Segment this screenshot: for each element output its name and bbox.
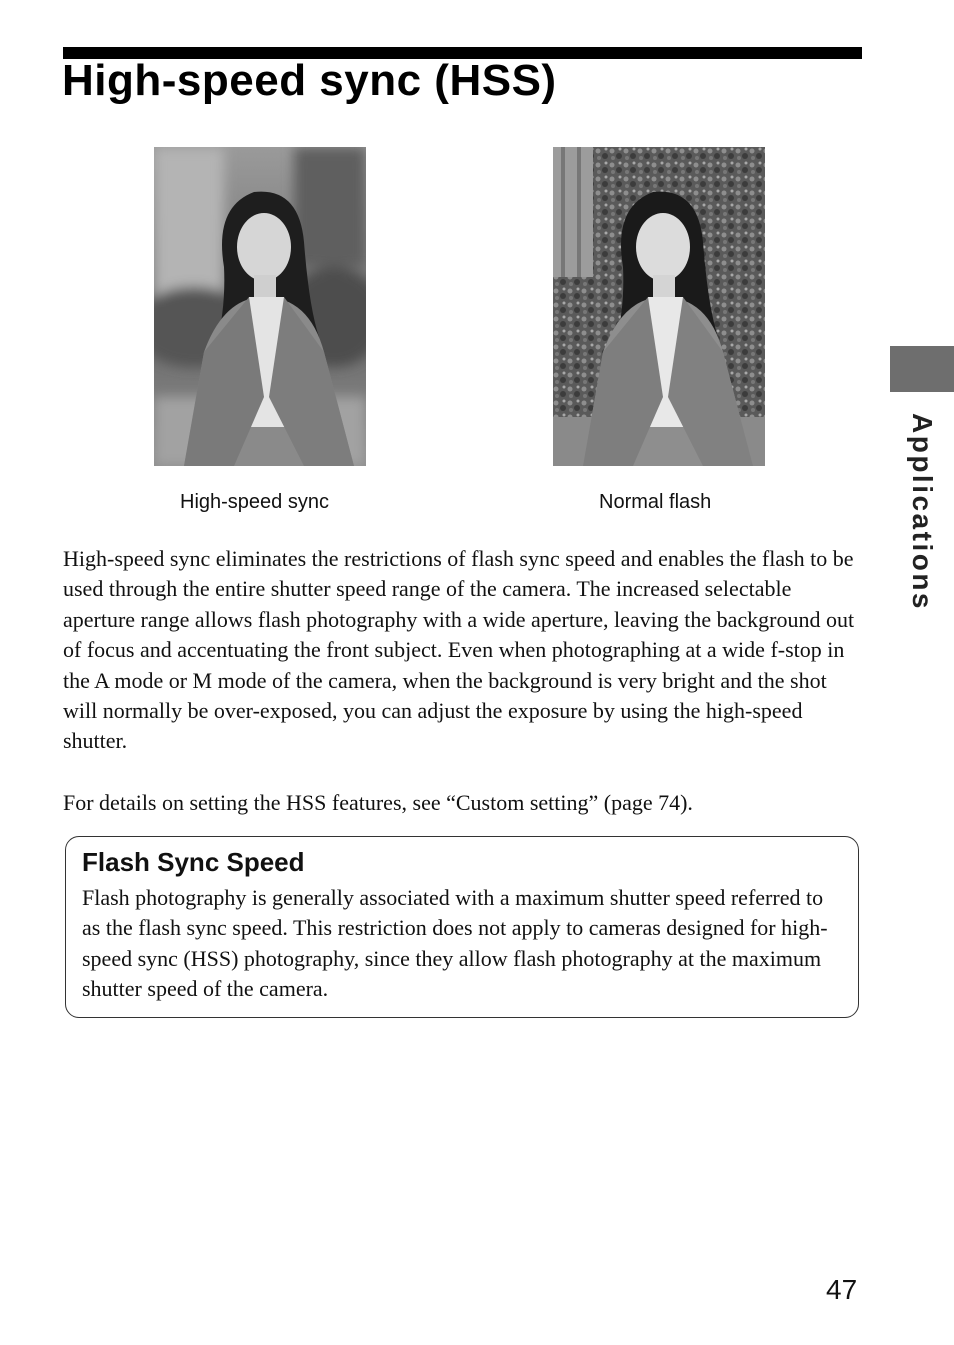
body-paragraph: High-speed sync eliminates the restrictions of flash sync speed and enables the flash to be used through the entire shutter speed range of the camera. The increased selectable aperture range allows flash photography with a wide aperture, leaving the background out of focus and accentuating the front subject. Even when photographing at a wide f-stop in the A mode or M mode of the camera, when the background is very bright and the shot will normally be over-exposed, you can adjust the exposure by using the high-speed shutter. <box>63 546 855 754</box>
page-number: 47 <box>826 1274 858 1305</box>
photo-high-speed-sync <box>154 147 366 466</box>
note-box <box>65 836 859 1018</box>
section-tab-marker <box>890 346 954 392</box>
note-title: Flash Sync Speed <box>82 847 305 877</box>
body-paragraph: For details on setting the HSS features, see “Custom setting” (page 74). <box>63 790 693 815</box>
page-title: High-speed sync (HSS) <box>62 56 557 105</box>
figure-caption: Normal flash <box>599 491 712 513</box>
figure-caption: High-speed sync <box>180 491 329 513</box>
section-side-label: Applications <box>907 412 938 612</box>
note-text: Flash photography is generally associated with a maximum shutter speed referred to as the flash sync speed. This restriction does not apply to cameras designed for high-speed sync (HSS) photography, since they allow flash photography at the maximum shutter speed of the camera. <box>82 885 828 1002</box>
photo-normal-flash <box>553 147 765 466</box>
